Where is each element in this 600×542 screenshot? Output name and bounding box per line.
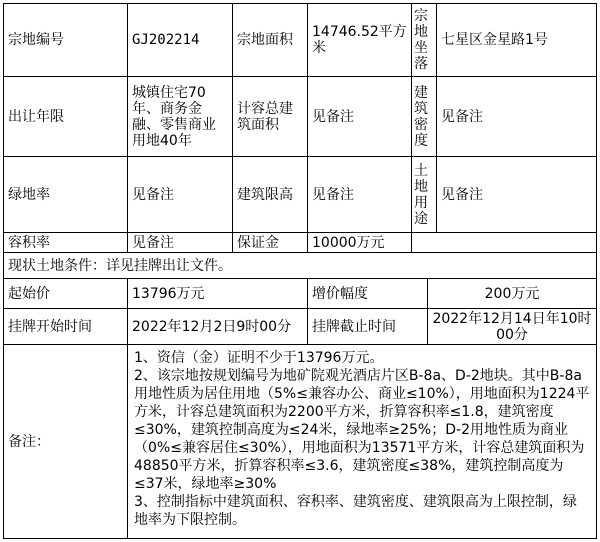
label-height-limit: 建筑限高 — [233, 157, 308, 233]
label-lease-term: 出让年限 — [3, 77, 128, 157]
label-deposit: 保证金 — [233, 233, 308, 253]
label-green-ratio: 绿地率 — [3, 157, 128, 233]
value-parcel-id: GJ202214 — [128, 3, 233, 77]
value-land-use: 见备注 — [437, 157, 597, 233]
label-starting-price: 起始价 — [3, 279, 128, 309]
value-green-ratio: 见备注 — [128, 157, 233, 233]
value-starting-price: 13796万元 — [128, 279, 308, 309]
value-height-limit: 见备注 — [308, 157, 412, 233]
label-building-density: 建筑密度 — [412, 77, 437, 157]
value-parcel-location: 七星区金星路1号 — [437, 3, 597, 77]
label-parcel-location: 宗地坐落 — [412, 3, 437, 77]
value-listing-start: 2022年12月2日9时00分 — [128, 309, 308, 345]
label-parcel-id: 宗地编号 — [3, 3, 128, 77]
value-deposit: 10000万元 — [308, 233, 412, 253]
value-plot-ratio: 见备注 — [128, 233, 233, 253]
current-conditions: 现状土地条件：详见挂牌出让文件。 — [3, 253, 597, 279]
label-land-use: 土地用途 — [412, 157, 437, 233]
note-line-1: 1、资信（金）证明不少于13796万元。 — [134, 350, 384, 366]
notes-body — [128, 345, 597, 539]
value-floor-area: 见备注 — [308, 77, 412, 157]
value-parcel-area: 14746.52平方米 — [308, 3, 412, 77]
label-floor-area: 计容总建筑面积 — [233, 77, 308, 157]
label-listing-end: 挂牌截止时间 — [308, 309, 428, 345]
label-parcel-area: 宗地面积 — [233, 3, 308, 77]
label-plot-ratio: 容积率 — [3, 233, 128, 253]
blank-cell — [412, 233, 597, 253]
note-line-3: 3、控制指标中建筑面积、容积率、建筑密度、建筑限高为上限控制，绿地率为下限控制。 — [134, 494, 577, 528]
value-bid-increment: 200万元 — [428, 279, 597, 309]
label-bid-increment: 增价幅度 — [308, 279, 428, 309]
label-listing-start: 挂牌开始时间 — [3, 309, 128, 345]
value-building-density: 见备注 — [437, 77, 597, 157]
value-lease-term: 城镇住宅70年、商务金融、零售商业用地40年 — [128, 77, 233, 157]
label-notes: 备注： — [3, 345, 128, 539]
value-listing-end: 2022年12月14日年10时00分 — [428, 309, 597, 345]
note-line-2: 2、该宗地按规划编号为地矿院观光酒店片区B-8a、D-2地块。其中B-8a用地性质为居住用地（5%≤兼容办公、商业≤10%），用地面积为1224平方米，计容总建筑面积为2200平方米，折算容积率≤1.8，建筑密度≤30%，建筑控制高度为≤24米，绿地率≥25%；D-2用地性质为商业（0%≤兼容居住≤30%），用地面积为13571平方米，计容总建筑面积为48850平方米，折算容积率≤3.6，建筑密度≤38%，建筑控制高度为≤37米，绿地率≥30% — [134, 368, 590, 492]
